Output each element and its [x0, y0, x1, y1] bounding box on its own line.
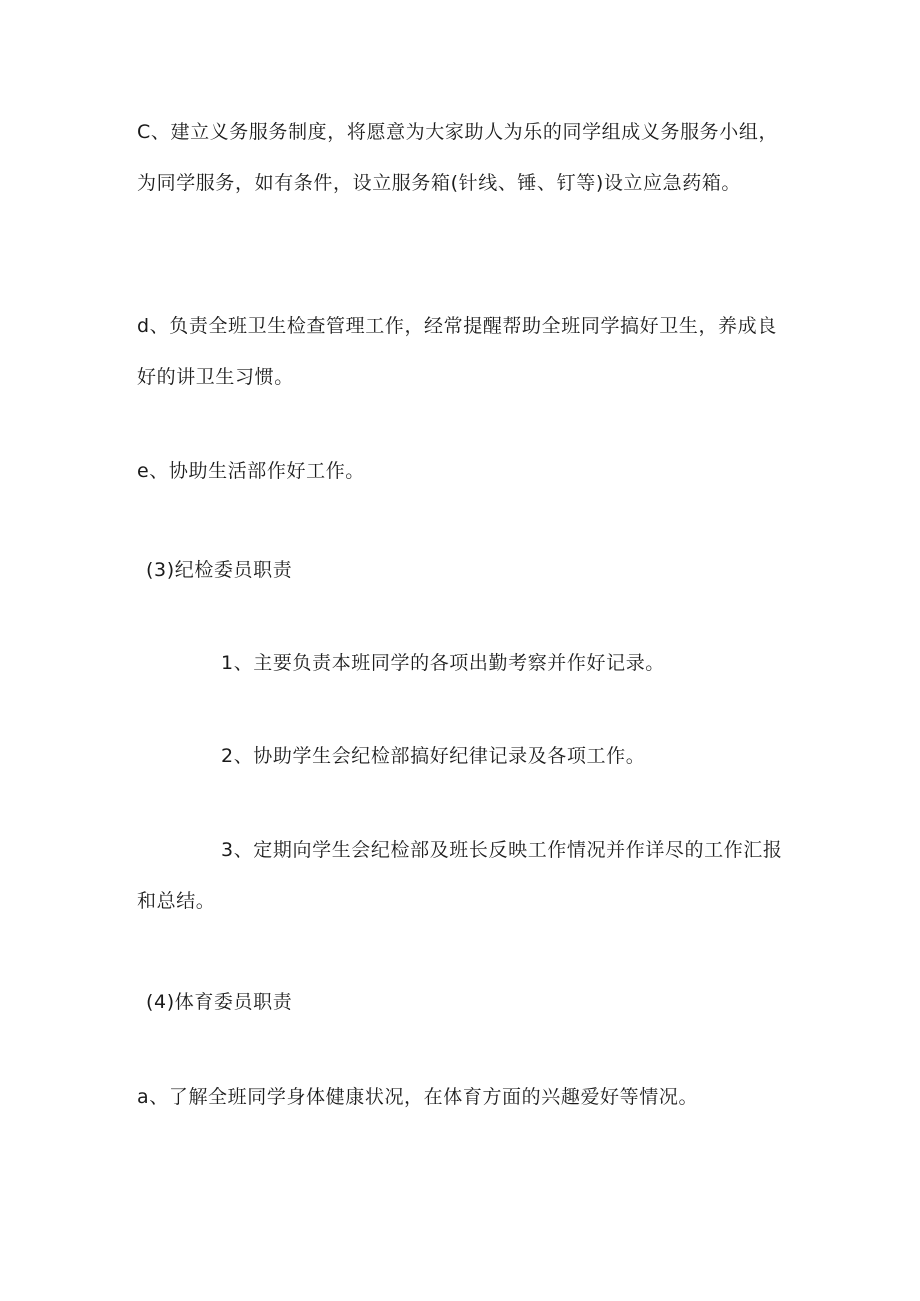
paragraph-2-discipline-records: 2、协助学生会纪检部搞好纪律记录及各项工作。: [221, 745, 646, 767]
paragraph-1-attendance: 1、主要负责本班同学的各项出勤考察并作好记录。: [221, 652, 665, 674]
paragraph-e-assist-life-dept: e、协助生活部作好工作。: [137, 460, 365, 482]
paragraph-a-health-status: a、了解全班同学身体健康状况，在体育方面的兴趣爱好等情况。: [137, 1086, 699, 1108]
paragraph-3-report-summary: 3、定期向学生会纪检部及班长反映工作情况并作详尽的工作汇报和总结。: [137, 839, 783, 912]
paragraph-d-hygiene-management: d、负责全班卫生检查管理工作，经常提醒帮助全班同学搞好卫生，养成良好的讲卫生习惯。: [137, 315, 777, 388]
paragraph-c-volunteer-service: C、建立义务服务制度，将愿意为大家助人为乐的同学组成义务服务小组，为同学服务，如有条件，设立服务箱(针线、锤、钉等)设立应急药箱。: [137, 121, 779, 194]
heading-discipline-committee: (3)纪检委员职责: [146, 559, 293, 581]
heading-sports-committee: (4)体育委员职责: [146, 991, 293, 1013]
